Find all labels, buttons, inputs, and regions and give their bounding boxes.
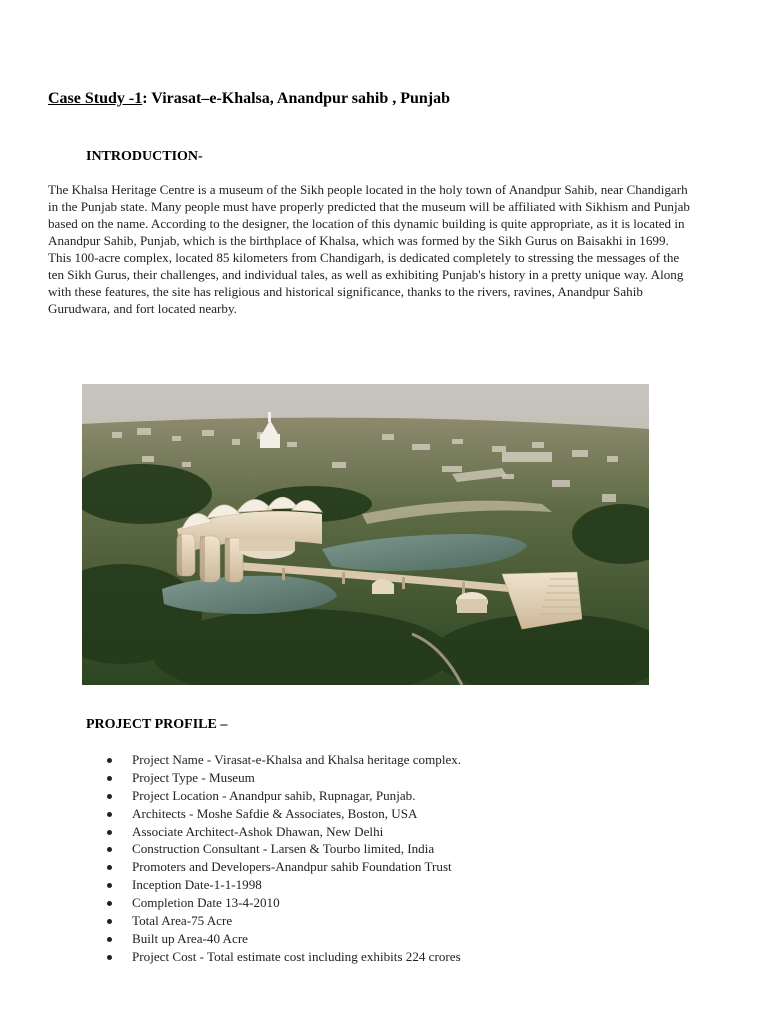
list-item <box>0 876 461 894</box>
list-item <box>0 858 461 876</box>
aerial-photo <box>82 384 649 685</box>
list-item <box>0 769 461 787</box>
title-rest: : Virasat–e-Khalsa, Anandpur sahib , Punjab <box>142 90 451 107</box>
list-item-text: Inception Date-1-1-1998 <box>132 877 262 893</box>
bullet-icon <box>107 919 112 924</box>
introduction-heading: INTRODUCTION- <box>86 149 203 164</box>
aerial-photo-illustration <box>82 384 649 685</box>
project-profile-heading: PROJECT PROFILE – <box>86 717 228 732</box>
bullet-icon <box>107 901 112 906</box>
list-item <box>0 787 461 805</box>
list-item <box>0 930 461 948</box>
bullet-icon <box>107 794 112 799</box>
list-item <box>0 751 461 769</box>
list-item <box>0 912 461 930</box>
bullet-icon <box>107 812 112 817</box>
list-item-text: Project Type - Museum <box>132 769 255 785</box>
list-item <box>0 805 461 823</box>
list-item <box>0 840 461 858</box>
list-item-text: Project Location - Anandpur sahib, Rupnagar, Punjab. <box>132 787 416 803</box>
introduction-paragraph: The Khalsa Heritage Centre is a museum of the Sikh people located in the holy town of Anandpur Sahib, near Chandigarh in the Punjab state. Many people must have properly predicted that the museum will be affiliated with Sikhism and Punjab based on the name. According to the designer, the location of this dynamic building is quite appropriate, as it is located in Anandpur Sahib, Punjab, which is the birthplace of Khalsa, which was formed by the Sikh Gurus on Baisakhi in 1699. This 100-acre complex, located 85 kilometers from Chandigarh, is dedicated completely to stressing the messages of the ten Sikh Gurus, their challenges, and individual tales, as well as exhibiting Punjab's history in a pretty unique way. Along with these features, the site has religious and historical significance, thanks to the rivers, ravines, Anandpur Sahib Gurudwara, and fort located nearby. <box>48 182 690 316</box>
bullet-icon <box>107 776 112 781</box>
list-item-text: Architects - Moshe Safdie & Associates, Boston, USA <box>132 805 418 821</box>
bullet-icon <box>107 758 112 763</box>
bullet-icon <box>107 830 112 835</box>
project-profile-list <box>0 751 461 966</box>
list-item-text: Built up Area-40 Acre <box>132 930 248 946</box>
list-item-text: Total Area-75 Acre <box>132 913 233 929</box>
list-item <box>0 948 461 966</box>
page-title <box>48 90 450 108</box>
list-item-text: Completion Date 13-4-2010 <box>132 895 280 911</box>
bullet-icon <box>107 883 112 888</box>
bullet-icon <box>107 847 112 852</box>
list-item-text: Promoters and Developers-Anandpur sahib Foundation Trust <box>132 859 452 875</box>
bullet-icon <box>107 865 112 870</box>
list-item-text: Associate Architect-Ashok Dhawan, New Delhi <box>132 823 384 839</box>
bullet-icon <box>107 937 112 942</box>
list-item-text: Project Name - Virasat-e-Khalsa and Khalsa heritage complex. <box>132 752 462 767</box>
list-item-text: Construction Consultant - Larsen & Tourbo limited, India <box>132 841 435 857</box>
list-item-text: Project Cost - Total estimate cost including exhibits 224 crores <box>132 948 461 964</box>
list-item <box>0 894 461 912</box>
bullet-icon <box>107 955 112 960</box>
title-prefix: Case Study -1 <box>48 90 143 107</box>
list-item <box>0 823 461 841</box>
